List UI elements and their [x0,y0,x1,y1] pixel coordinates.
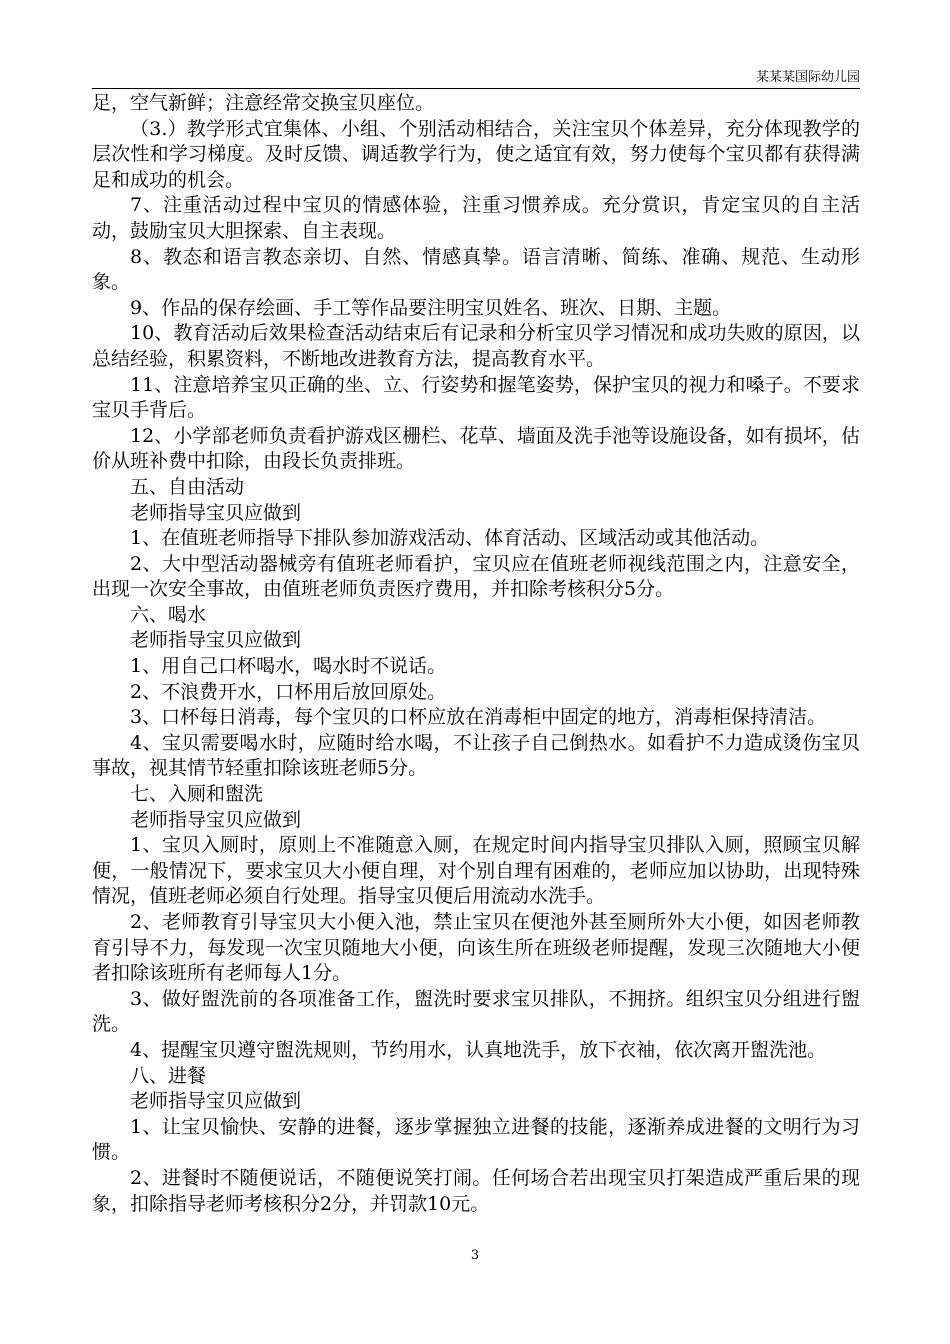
paragraph-water-2: 2、不浪费开水，口杯用后放回原处。 [130,680,447,703]
section-heading-drinking-water: 六、喝水 [130,603,207,626]
paragraph-item-9: 9、作品的保存绘画、手工等作品要注明宝贝姓名、班次、日期、主题。 [130,296,732,319]
section-heading-free-activity: 五、自由活动 [130,475,245,498]
header-title: 某某某国际幼儿园 [755,70,860,85]
paragraph-item-7: 7、注重活动过程中宝贝的情感体验，注重习惯养成。充分赏识，肯定宝贝的自主活动，鼓励宝贝大胆探索、自主表现。 [92,194,860,242]
paragraph-toilet-1: 1、宝贝入厕时，原则上不准随意入厕，在规定时间内指导宝贝排队入厕，照顾宝贝解便，一般情况下，要求宝贝大小便自理，对个别自理有困难的，老师应加以协助，出现特殊情况，值班老师必须自行处理。指导宝贝便后用流动水洗手。 [92,834,860,908]
page-header [92,66,860,89]
subheading-teacher-guidance: 老师指导宝贝应做到 [130,629,302,652]
paragraph-free-activity-2: 2、大中型活动器械旁有值班老师看护，宝贝应在值班老师视线范围之内，注意安全，出现一次安全事故，由值班老师负责医疗费用，并扣除考核积分5分。 [92,552,860,601]
document-body [92,91,860,1217]
paragraph-item-12: 12、小学部老师负责看护游戏区栅栏、花草、墙面及洗手池等设施设备，如有损坏，估价从班补费中扣除，由段长负责排班。 [92,424,860,473]
paragraph-item-8: 8、教态和语言教态亲切、自然、情感真挚。语言清晰、简练、准确、规范、生动形象。 [92,245,860,294]
paragraph-water-4: 4、宝贝需要喝水时，应随时给水喝，不让孩子自己倒热水。如看护不力造成烫伤宝贝事故，视其情节轻重扣除该班老师5分。 [92,731,860,780]
paragraph-meals-1: 1、让宝贝愉快、安静的进餐，逐步掌握独立进餐的技能，逐渐养成进餐的文明行为习惯。 [92,1115,860,1164]
paragraph-toilet-2: 2、老师教育引导宝贝大小便入池，禁止宝贝在便池外甚至厕所外大小便，如因老师教育引导不力，每发现一次宝贝随地大小便，向该生所在班级老师提醒，发现三次随地大小便者扣除该班所有老师每人1分。 [92,911,860,985]
paragraph-item-11: 11、注意培养宝贝正确的坐、立、行姿势和握笔姿势，保护宝贝的视力和嗓子。不要求宝贝手背后。 [92,373,860,422]
paragraph-toilet-4: 4、提醒宝贝遵守盥洗规则，节约用水，认真地洗手，放下衣袖，依次离开盥洗池。 [130,1038,827,1061]
paragraph-teaching-format: （3.）教学形式宜集体、小组、个别活动相结合，关注宝贝个体差异，充分体现教学的层次性和学习梯度。及时反馈、调适教学行为，使之适宜有效，努力使每个宝贝都有获得满足和成功的机会。 [92,117,860,191]
page-number: 3 [470,1248,480,1263]
section-heading-toilet-washing: 七、入厕和盥洗 [130,783,264,806]
paragraph-meals-2: 2、进餐时不随便说话，不随便说笑打闹。任何场合若出现宝贝打架造成严重后果的现象，扣除指导老师考核积分2分，并罚款10元。 [92,1166,860,1215]
paragraph-water-1: 1、用自己口杯喝水，喝水时不说话。 [130,655,447,678]
subheading-teacher-guidance: 老师指导宝贝应做到 [130,808,302,831]
section-heading-meals: 八、进餐 [130,1064,207,1087]
subheading-teacher-guidance: 老师指导宝贝应做到 [130,501,302,524]
paragraph-water-3: 3、口杯每日消毒，每个宝贝的口杯应放在消毒柜中固定的地方，消毒柜保持清洁。 [130,706,827,729]
subheading-teacher-guidance: 老师指导宝贝应做到 [130,1090,302,1113]
page-footer [0,1248,950,1263]
paragraph-toilet-3: 3、做好盥洗前的各项准备工作，盥洗时要求宝贝排队，不拥挤。组织宝贝分组进行盥洗。 [92,987,860,1036]
paragraph-free-activity-1: 1、在值班老师指导下排队参加游戏活动、体育活动、区域活动或其他活动。 [130,527,770,550]
paragraph-continuation: 足，空气新鲜；注意经常交换宝贝座位。 [92,92,435,114]
paragraph-item-10: 10、教育活动后效果检查活动结束后有记录和分析宝贝学习情况和成功失败的原因，以总结经验，积累资料，不断地改进教育方法，提高教育水平。 [92,322,860,370]
